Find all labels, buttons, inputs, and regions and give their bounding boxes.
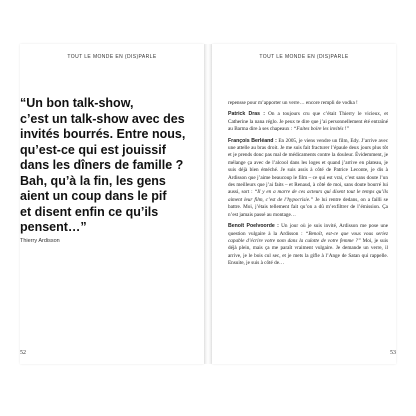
entry-tail: Moi, je suis déjà plein, mais ça me paraît vraiment vulgaire. Je demande un verre, il arrive, je le bois cul sec, et je mets la gifle à l’Ange de Satan qui rappelle. Ensuite, je suis à côté de… [228,237,388,267]
entry-text: En 2005, je viens vendre un film, Edy. J’arrive avec une attelle au bras droit. Je me suis fait fracturer l’épaule deux jours plus tôt et je prends donc pas mal de médicaments contre la douleur. Évidemment, je mélange ça avec de l’alcool dans les loges et quand j’arrive en plateau, je suis déjà bien éméché. Je suis assis à côté de Patrice Leconte, je dis à Ardisson que j’aime beaucoup le film – ce qui est vrai, c’est sans doute l’un des meilleurs que j’ai faits – et Renaud, à côté de moi, sans doute bourré lui aussi, sort : [228,137,388,196]
right-page [212,44,396,364]
left-page [20,44,204,364]
speaker-name: François Berléand : [228,137,277,144]
entry-text: Un jour où je suis invité, Ardisson me pose une question vulgaire à la Ardisson : [228,223,388,237]
interview-entry [228,223,388,267]
entry-tail: Je lui rentre dedans, on a failli se battre. Moi, j’étais tellement fait qu’on a dû m’exfiltrer de l’émission. Ça n’est jamais passé au montage… [228,196,389,218]
quote-line: Bah, qu’à la fin, les gens [20,173,166,188]
interview-entries [228,111,388,267]
quote-line: dans les dîners de famille ? [20,158,184,172]
speaker-name: Patrick Dras : [228,111,266,118]
quote-line: aient un coup dans le pif [20,189,167,203]
page-number-right: 53 [390,350,396,356]
quote-line: qu’est-ce qui est jouissif [20,142,166,157]
book-gutter [204,44,212,364]
pull-quote [20,96,204,236]
quote-line: invités bourrés. Entre nous, [20,127,186,141]
interview-entry [228,138,388,219]
intro-paragraph: repensse pour m’apporter un verre… encore rempli de vodka ! [228,100,358,106]
interview-body [228,100,388,272]
entry-text: On a toujours cru que c’était Thierry le vicieux, et Catherine la nana réglo. Je peux te dire que j’ai personnellement été entraîné au Barma dire à ses chapeaux : [228,111,389,133]
page-number-left: 52 [20,350,26,356]
running-head-right: TOUT LE MONDE EN (DIS)PARLE [259,54,349,60]
quote-line: “Un bon talk-show, [20,96,134,110]
quote-line: c’est un talk-show avec des [20,111,185,126]
running-head-left: TOUT LE MONDE EN (DIS)PARLE [67,54,157,60]
quote-line: pensent…” [20,220,87,234]
quote-author: Thierry Ardisson [20,238,60,244]
entry-quote: “Faites boire les invités !” [293,126,350,133]
entry-quote: “Benoît, est-ce que vous vous seriez capable d’écrire votre nom dans la culotte de votre femme ?” [228,230,388,244]
quote-line: et disent enfin ce qu’ils [20,204,159,219]
speaker-name: Benoît Poelvoorde : [228,223,279,230]
entry-quote: “Il y en a marre de ces acteurs qui disent tout le temps qu’ils aiment leur film, c’est de l’hypocrisie.” [228,189,388,203]
interview-entry [228,111,388,133]
